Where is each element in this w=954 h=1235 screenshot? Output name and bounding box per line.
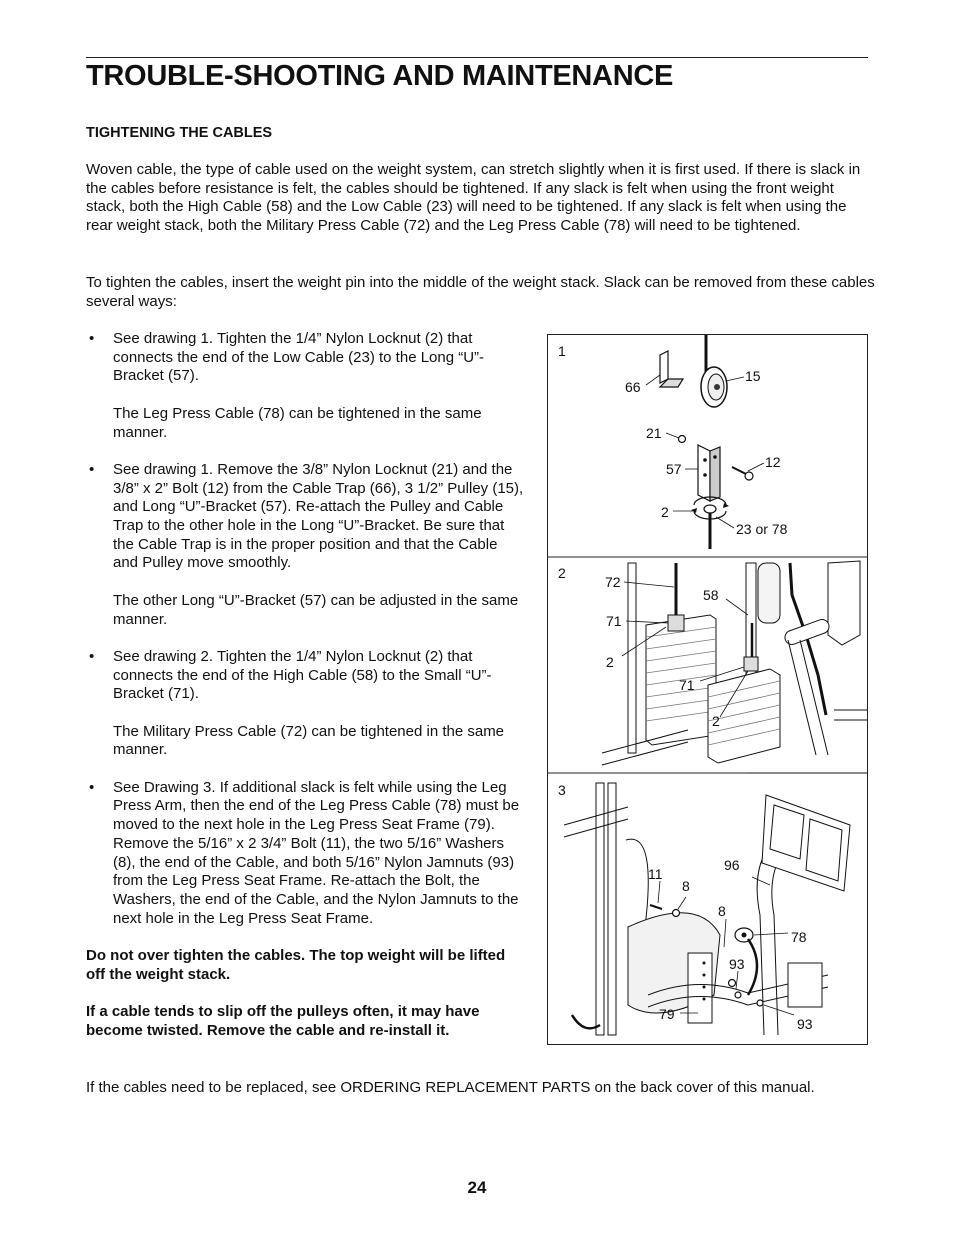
jamnut [735, 992, 741, 998]
bracket-hole [703, 473, 707, 477]
small-u-bracket [668, 615, 684, 631]
locknut [704, 505, 716, 513]
bullet-item [86, 330, 526, 442]
leader-line [748, 463, 764, 471]
seat-back [828, 561, 860, 645]
small-u-bracket [744, 657, 758, 671]
intro-paragraph-2: To tighten the cables, insert the weight pin into the middle of the weight stack. Slack can be removed from these cables several ways: [86, 274, 875, 310]
part-label: 2 [661, 504, 669, 520]
part-label: 71 [606, 613, 622, 629]
bracket-hole [713, 455, 717, 459]
instructions-column [86, 330, 526, 1059]
part-label: 8 [718, 903, 726, 919]
part-label: 57 [666, 461, 682, 477]
leader-line [726, 377, 744, 381]
bullet-text: See Drawing 3. If additional slack is felt while using the Leg Press Arm, then the end of the Leg Press Cable (78) must be moved to the next hole in the Leg Press Seat Frame (79). Remove the 5/16” x 2 3/4” Bolt (11), the two 5/16” Washers (8), the end of the Cable, and both 5/16” Nylon Jamnuts (93) from the Leg Press Seat Frame. Re-attach the Bolt, the Washers, the end of the Cable, and the Nylon Jamnuts to the next hole in the Leg Press Seat Frame. [113, 778, 520, 927]
bullet-text: See drawing 1. Tighten the 1/4” Nylon Locknut (2) that connects the end of the Low Cable (23) to the Long “U”-Bracket (57). [113, 330, 485, 385]
bullet-dot: • [89, 460, 95, 478]
part-label: 93 [729, 956, 745, 972]
bullet-item [86, 648, 526, 760]
frame-tube [834, 710, 867, 720]
part-label: 21 [646, 425, 662, 441]
part-label: 66 [625, 379, 641, 395]
bullet-dot: • [89, 330, 95, 347]
part-label: 78 [791, 929, 807, 945]
leader-line [646, 375, 660, 385]
cable [748, 939, 757, 995]
pulley-hub [742, 933, 747, 938]
bullet-item [86, 461, 526, 629]
drawing-2 [558, 561, 867, 773]
u-bracket [698, 445, 710, 501]
frame-upright [596, 783, 604, 1035]
washer [729, 980, 736, 987]
bullet-item [86, 779, 526, 929]
figure-panel [547, 334, 868, 1045]
drawing-number: 3 [558, 782, 566, 798]
part-label: 8 [682, 878, 690, 894]
jamnut [757, 1000, 763, 1006]
washer [673, 910, 680, 917]
bracket-hole [703, 458, 707, 462]
section-heading: TIGHTENING THE CABLES [86, 125, 273, 141]
part-label: 15 [745, 368, 761, 384]
bolt [650, 905, 662, 909]
drawing-3 [558, 782, 850, 1035]
drawing-number: 1 [558, 343, 566, 359]
page-title: TROUBLE-SHOOTING AND MAINTENANCE [86, 60, 674, 92]
part-label: 96 [724, 857, 740, 873]
leader-line [754, 933, 788, 935]
bullet-text: See drawing 2. Tighten the 1/4” Nylon Locknut (2) that connects the end of the High Cable (58) to the Small “U”-Bracket (71). [113, 647, 492, 703]
leader-line [658, 881, 660, 903]
leader-line [752, 877, 770, 885]
part-label: 12 [765, 454, 781, 470]
leader-line [678, 897, 686, 909]
bullet-dot: • [89, 647, 95, 665]
bullet-dot: • [89, 778, 95, 796]
part-label: 2 [606, 654, 614, 670]
leader-line [736, 971, 738, 989]
intro-paragraph: Woven cable, the type of cable used on the weight system, can stretch slightly when it is first used. If there is slack in the cables before resistance is felt, the cables should be tightened. If any slack is felt when using the front weight stack, both the High Cable (58) and the Low Cable (23) will need to be tightened. If any slack is felt when using the rear weight stack, both the Military Press Cable (72) and the Leg Press Cable (78) will need to be tightened. [86, 161, 861, 235]
foot-pad [806, 819, 842, 881]
frame-upright [608, 783, 616, 1035]
frame-upright [628, 563, 636, 753]
bullet-subtext: The other Long “U”-Bracket (57) can be adjusted in the same manner. [113, 591, 519, 628]
title-rule [86, 57, 868, 58]
frame-post [758, 563, 780, 623]
u-bracket [710, 447, 720, 501]
part-label: 93 [797, 1016, 813, 1032]
seat-frame [688, 953, 712, 1023]
foot-pad [770, 805, 804, 859]
part-label: 2 [712, 713, 720, 729]
bolt-head [745, 472, 753, 480]
warning-twisted-cable: If a cable tends to slip off the pulleys often, it may have become twisted. Remove the cable and re-install it. [86, 1003, 480, 1039]
warning-overtighten: Do not over tighten the cables. The top weight will be lifted off the weight stack. [86, 947, 506, 983]
leader-line [726, 599, 748, 615]
locknut [679, 436, 686, 443]
page-number: 24 [467, 1178, 487, 1197]
part-label: 11 [648, 866, 663, 882]
bullet-subtext: The Leg Press Cable (78) can be tightened in the same manner. [113, 404, 482, 441]
bullet-subtext: The Military Press Cable (72) can be tightened in the same manner. [113, 722, 505, 759]
part-label: 71 [679, 677, 695, 693]
drawing-1 [558, 335, 788, 549]
assembly-drawings [548, 335, 867, 1044]
part-label: 72 [605, 574, 621, 590]
cable-trap [660, 351, 668, 383]
leader-line [666, 433, 679, 438]
leader-line [716, 517, 734, 528]
pulley-hub [714, 384, 720, 390]
drawing-number: 2 [558, 565, 566, 581]
frame-foot [788, 963, 822, 1007]
leader-line [724, 919, 726, 947]
part-label: 79 [659, 1006, 675, 1022]
part-label: 58 [703, 587, 719, 603]
part-label: 23 or 78 [736, 521, 788, 537]
bullet-text: See drawing 1. Remove the 3/8” Nylon Locknut (21) and the 3/8” x 2” Bolt (12) from the Cable Trap (66), 3 1/2” Pulley (15), and Long “U”-Bracket (57). Re-attach the Pulley and Cable Trap to the other hole in the Long “U”-Bracket. Be sure that the Cable Trap is in the proper position and that the Cable and Pulley move smoothly. [113, 460, 524, 572]
replacement-note: If the cables need to be replaced, see ORDERING REPLACEMENT PARTS on the back cover of this manual. [86, 1079, 815, 1096]
